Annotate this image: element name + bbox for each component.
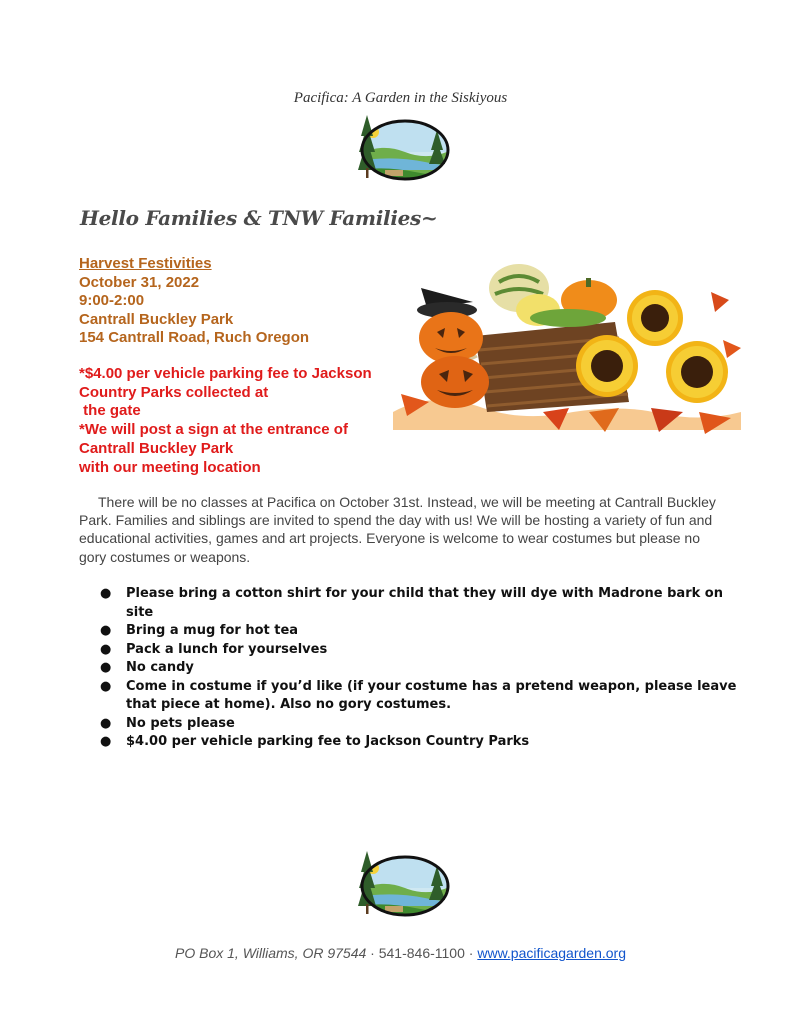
intro-text bbox=[79, 493, 729, 566]
harvest-image bbox=[393, 262, 741, 440]
list-item-text: No pets please bbox=[126, 715, 235, 731]
list-item bbox=[100, 622, 740, 641]
list-item bbox=[100, 585, 740, 622]
list-item bbox=[100, 733, 740, 752]
list-item-text: $4.00 per vehicle parking fee to Jackson Country Parks bbox=[126, 734, 530, 749]
list-item bbox=[100, 659, 740, 678]
footer-address: PO Box 1, Williams, OR 97544 bbox=[175, 945, 367, 961]
list-item-text: Pack a lunch for yourselves bbox=[126, 641, 328, 657]
list-item-text: Come in costume if you’d like (if your costume has a pretend weapon, please leave that piece at home). Also no gory costumes. bbox=[126, 678, 737, 712]
event-time: 9:00-2:00 bbox=[79, 292, 145, 310]
bullet-marker: ● bbox=[100, 586, 112, 601]
bullet-marker: ● bbox=[100, 660, 112, 675]
notice-line: the gate bbox=[79, 402, 141, 420]
footer-separator: · bbox=[464, 945, 478, 961]
notice-line: *We will post a sign at the entrance of bbox=[79, 421, 348, 439]
list-item bbox=[100, 641, 740, 660]
footer-separator: · bbox=[366, 945, 379, 961]
list-item-text: Bring a mug for hot tea bbox=[126, 623, 299, 638]
footer bbox=[0, 945, 801, 961]
parking-notice bbox=[79, 365, 399, 477]
event-address: 154 Cantrall Road, Ruch Oregon bbox=[79, 329, 310, 347]
pacifica-logo-footer bbox=[355, 848, 455, 920]
intro-paragraph: There will be no classes at Pacifica on October 31st. Instead, we will be meeting at Cantrall Buckley Park. Families and siblings are invited to spend the day with us! We will be hosting a variety of fun and educational activities, games and art projects. Everyone is welcome to wear costumes but please no gory costumes or weapons. bbox=[79, 494, 716, 565]
notice-line: *$4.00 per vehicle parking fee to Jackson bbox=[79, 365, 372, 382]
list-item-text: Please bring a cotton shirt for your child that they will dye with Madrone bark on site bbox=[126, 586, 723, 620]
bullet-marker: ● bbox=[100, 734, 112, 749]
bullet-list bbox=[100, 585, 740, 752]
notice-line: with our meeting location bbox=[79, 458, 261, 476]
bullet-marker: ● bbox=[100, 641, 112, 657]
greeting-heading: Hello Families & TNW Families~ bbox=[80, 206, 438, 230]
bullet-marker: ● bbox=[100, 678, 112, 694]
event-date: October 31, 2022 bbox=[79, 273, 200, 291]
bullet-marker: ● bbox=[100, 715, 112, 731]
notice-line: Cantrall Buckley Park bbox=[79, 439, 234, 457]
event-venue: Cantrall Buckley Park bbox=[79, 310, 234, 328]
website-link[interactable]: www.pacificagarden.org bbox=[477, 945, 626, 961]
org-title: Pacifica: A Garden in the Siskiyous bbox=[293, 90, 508, 106]
notice-line: Country Parks collected at bbox=[79, 383, 269, 401]
list-item bbox=[100, 715, 740, 734]
bullet-marker: ● bbox=[100, 623, 112, 638]
event-details bbox=[79, 255, 309, 348]
pacifica-logo bbox=[355, 112, 455, 184]
event-title: Harvest Festivities bbox=[79, 255, 212, 272]
list-item bbox=[100, 678, 740, 715]
list-item-text: No candy bbox=[126, 660, 194, 675]
footer-phone: 541-846-1100 bbox=[378, 945, 465, 961]
